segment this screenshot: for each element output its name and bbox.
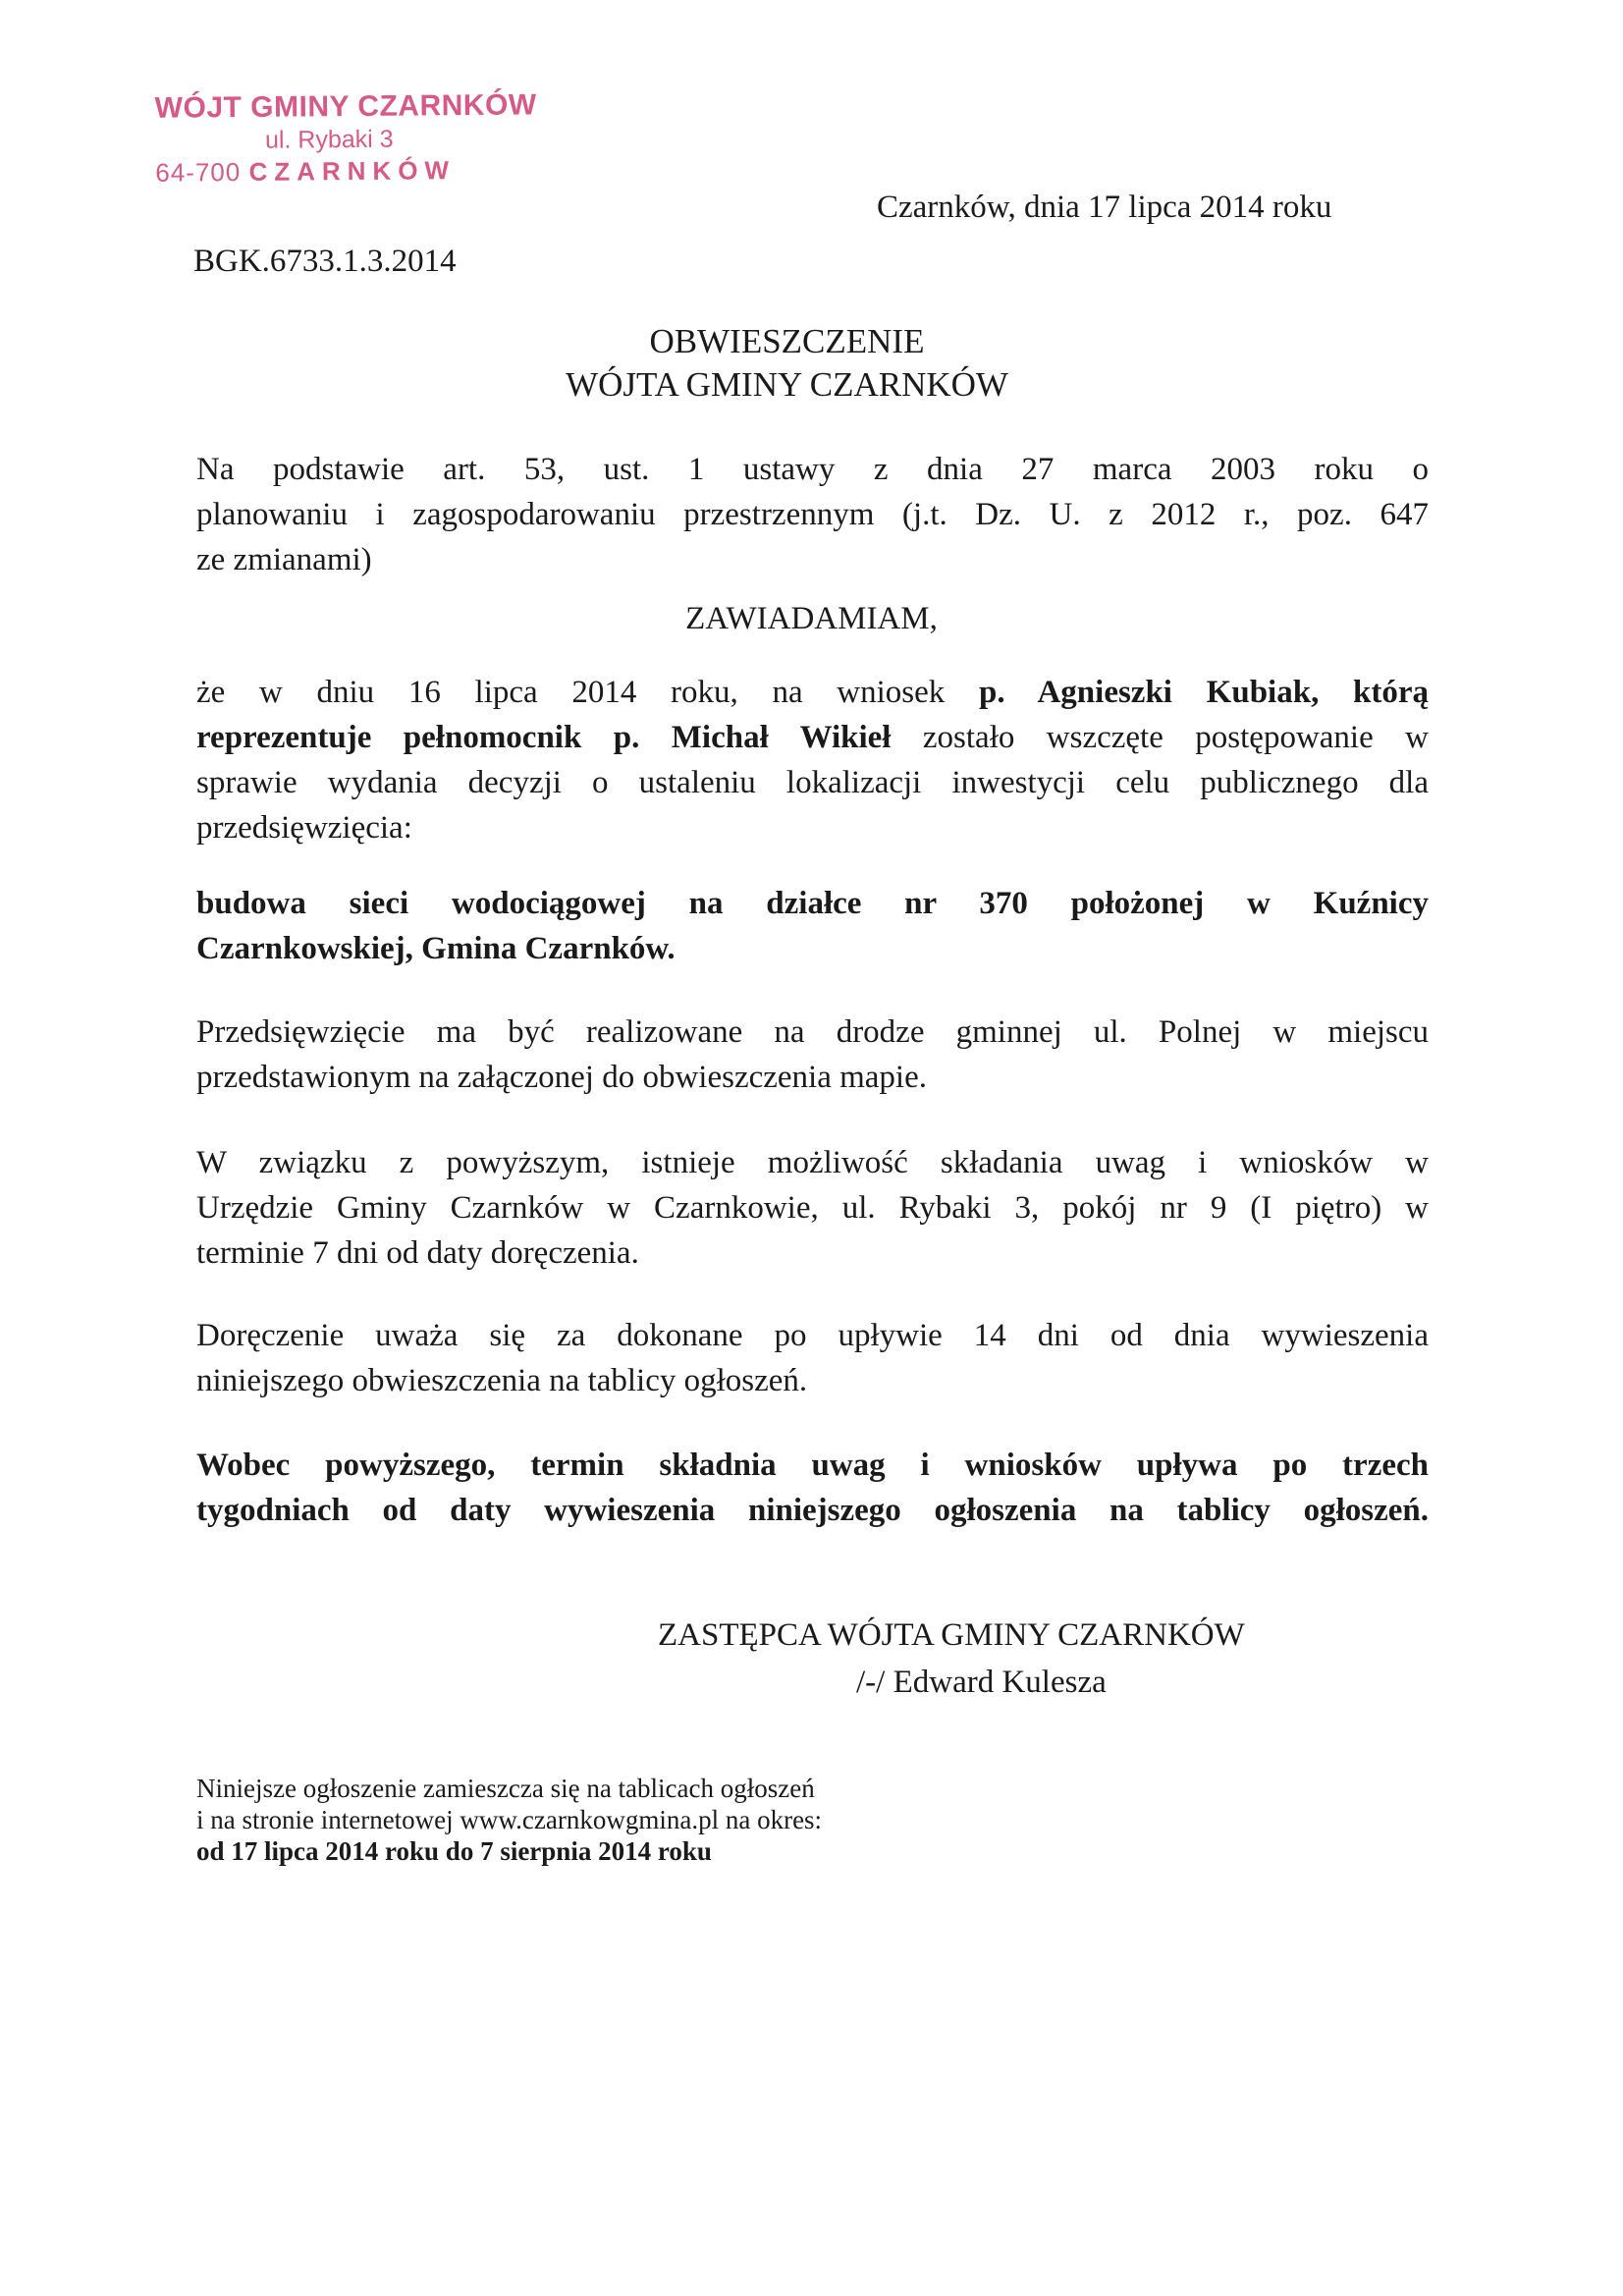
paragraph-4: [196, 1313, 1429, 1403]
signatory-name: /-/ Edward Kulesza: [856, 1665, 1107, 1700]
reference-number: BGK.6733.1.3.2014: [193, 244, 457, 279]
paragraph-2-line-1: Przedsięwzięcie ma być realizowane na drodze gminnej ul. Polnej w miejscu: [196, 1014, 1429, 1050]
paragraph-5-line-1: Wobec powyższego, termin składnia uwag i wniosków upływa po trzech: [196, 1448, 1429, 1483]
publication-period: od 17 lipca 2014 roku do 7 sierpnia 2014 roku: [196, 1836, 712, 1866]
stamp-line-3: [155, 154, 548, 188]
paragraph-3-line-2: Urzędzie Gminy Czarnków w Czarnkowie, ul. Rybaki 3, pokój nr 9 (I piętro) w: [196, 1190, 1429, 1226]
stamp-city: CZARNKÓW: [248, 155, 457, 187]
stamp-postal-code: 64-700: [155, 156, 242, 188]
intro-line-3: ze zmianami): [196, 542, 372, 577]
paragraph-5: [196, 1443, 1429, 1533]
document-subtitle: WÓJTA GMINY CZARNKÓW: [566, 365, 1008, 404]
paragraph-1-text-a: że w dniu 16 lipca 2014 roku, na wniosek: [196, 675, 979, 710]
paragraph-3: [196, 1140, 1429, 1276]
paragraph-1-line-1: [196, 670, 1429, 715]
stamp-line-2: ul. Rybaki 3: [264, 125, 394, 154]
date-line: Czarnków, dnia 17 lipca 2014 roku: [877, 190, 1332, 225]
stamp-line-1: WÓJT GMINY CZARNKÓW: [154, 88, 537, 125]
investment-line-2: Czarnkowskiej, Gmina Czarnków.: [196, 931, 676, 966]
paragraph-1-line-4: przedsięwzięcia:: [196, 810, 412, 846]
publication-note-line-1: Niniejsze ogłoszenie zamieszcza się na tablicach ogłoszeń: [196, 1774, 815, 1803]
intro-line-2: planowaniu i zagospodarowaniu przestrzennym (j.t. Dz. U. z 2012 r., poz. 647: [196, 497, 1429, 532]
paragraph-1-line-3: sprawie wydania decyzji o ustaleniu lokalizacji inwestycji celu publicznego dla: [196, 765, 1429, 800]
paragraph-3-line-1: W związku z powyższym, istnieje możliwość składania uwag i wniosków w: [196, 1145, 1429, 1180]
applicant-name: p. Agnieszki Kubiak, którą: [979, 675, 1429, 710]
paragraph-4-line-1: Doręczenie uważa się za dokonane po upływie 14 dni od dnia wywieszenia: [196, 1318, 1429, 1353]
document-title: OBWIESZCZENIE: [649, 322, 925, 360]
investment-description: [196, 881, 1429, 971]
paragraph-2-line-2: przedstawionym na załączonej do obwieszczenia mapie.: [196, 1060, 927, 1095]
paragraph-5-line-2: tygodniach od daty wywieszenia niniejszego ogłoszenia na tablicy ogłoszeń.: [196, 1493, 1429, 1528]
publication-note-line-2: i na stronie internetowej www.czarnkowgmina.pl na okres:: [196, 1805, 823, 1834]
announcement-heading: ZAWIADAMIAM,: [685, 601, 938, 636]
representative-name: reprezentuje pełnomocnik p. Michał Wikieł: [196, 720, 892, 755]
paragraph-4-line-2: niniejszego obwieszczenia na tablicy ogłoszeń.: [196, 1363, 808, 1398]
paragraph-1: [196, 670, 1429, 850]
paragraph-2: [196, 1010, 1429, 1100]
signatory-title: ZASTĘPCA WÓJTA GMINY CZARNKÓW: [658, 1617, 1245, 1653]
paragraph-3-line-3: terminie 7 dni od daty doręczenia.: [196, 1235, 639, 1271]
intro-line-1: Na podstawie art. 53, ust. 1 ustawy z dnia 27 marca 2003 roku o: [196, 452, 1429, 487]
paragraph-1-text-b: zostało wszczęte postępowanie w: [891, 720, 1429, 755]
intro-paragraph: [196, 447, 1429, 582]
publication-note: [196, 1773, 822, 1867]
paragraph-1-line-2: [196, 715, 1429, 760]
official-stamp: [155, 88, 549, 188]
investment-line-1: budowa sieci wodociągowej na działce nr 370 położonej w Kuźnicy: [196, 886, 1429, 921]
